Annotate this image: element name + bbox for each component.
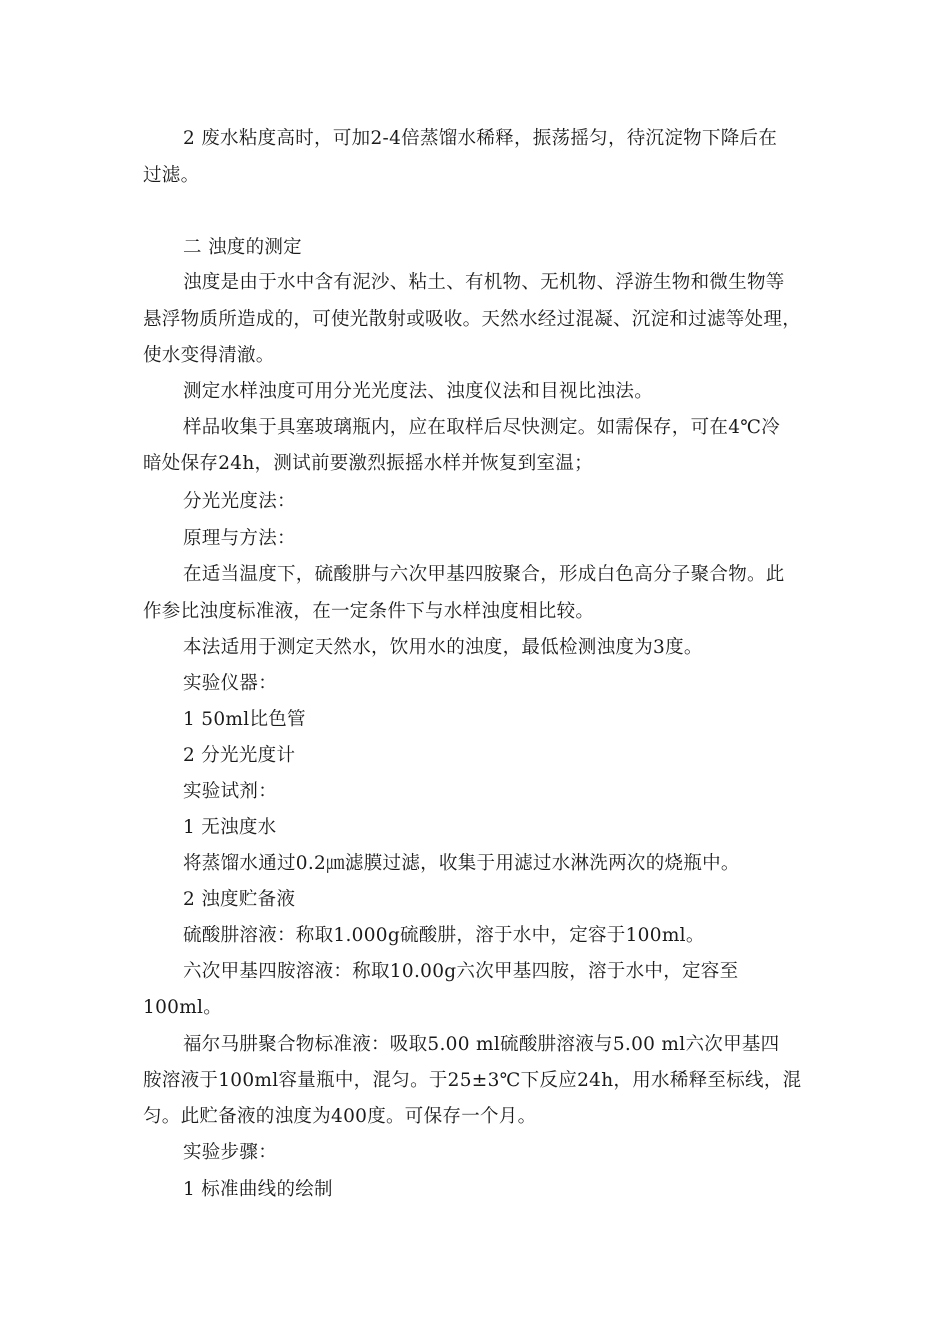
list-item: 1 无浊度水 <box>183 817 277 838</box>
list-item: 1 标准曲线的绘制 <box>183 1179 333 1200</box>
subheading: 实验试剂： <box>183 781 278 802</box>
section-heading: 二 浊度的测定 <box>183 237 302 258</box>
paragraph-line: 在适当温度下，硫酸肼与六次甲基四胺聚合，形成白色高分子聚合物。此 <box>183 564 785 585</box>
paragraph-line: 过滤。 <box>143 165 200 186</box>
paragraph-line: 2 废水粘度高时，可加2-4倍蒸馏水稀释，振荡摇匀，待沉淀物下降后在 <box>183 128 778 149</box>
paragraph-line: 六次甲基四胺溶液：称取10.00g六次甲基四胺，溶于水中，定容至 <box>183 961 739 982</box>
list-item: 2 分光光度计 <box>183 745 296 766</box>
subheading: 实验步骤： <box>183 1142 278 1163</box>
subheading: 实验仪器： <box>183 673 278 694</box>
paragraph-line: 本法适用于测定天然水，饮用水的浊度，最低检测浊度为3度。 <box>183 637 703 658</box>
paragraph-line: 胺溶液于100ml容量瓶中，混匀。于25±3℃下反应24h，用水稀释至标线，混 <box>143 1070 802 1091</box>
list-item: 1 50ml比色管 <box>183 709 306 730</box>
paragraph-line: 使水变得清澈。 <box>143 345 275 366</box>
paragraph-line: 测定水样浊度可用分光光度法、浊度仪法和目视比浊法。 <box>183 381 654 402</box>
subheading: 分光光度法： <box>183 491 296 512</box>
paragraph-line: 匀。此贮备液的浊度为400度。可保存一个月。 <box>143 1106 537 1127</box>
paragraph-line: 硫酸肼溶液：称取1.000g硫酸肼，溶于水中，定容于100ml。 <box>183 925 705 946</box>
subheading: 原理与方法： <box>183 528 296 549</box>
list-item: 2 浊度贮备液 <box>183 889 296 910</box>
paragraph-line: 样品收集于具塞玻璃瓶内，应在取样后尽快测定。如需保存，可在4℃冷 <box>183 417 781 438</box>
paragraph-line: 悬浮物质所造成的，可使光散射或吸收。天然水经过混凝、沉淀和过滤等处理， <box>143 309 802 330</box>
paragraph-line: 福尔马肼聚合物标准液：吸取5.00 ml硫酸肼溶液与5.00 ml六次甲基四 <box>183 1034 780 1055</box>
paragraph-line: 100ml。 <box>143 997 223 1018</box>
paragraph-line: 作参比浊度标准液，在一定条件下与水样浊度相比较。 <box>143 601 595 622</box>
paragraph-line: 浊度是由于水中含有泥沙、粘土、有机物、无机物、浮游生物和微生物等 <box>183 272 785 293</box>
paragraph-line: 暗处保存24h，测试前要激烈振摇水样并恢复到室温； <box>143 453 593 474</box>
paragraph-line: 将蒸馏水通过0.2㎛滤膜过滤，收集于用滤过水淋洗两次的烧瓶中。 <box>183 853 740 874</box>
